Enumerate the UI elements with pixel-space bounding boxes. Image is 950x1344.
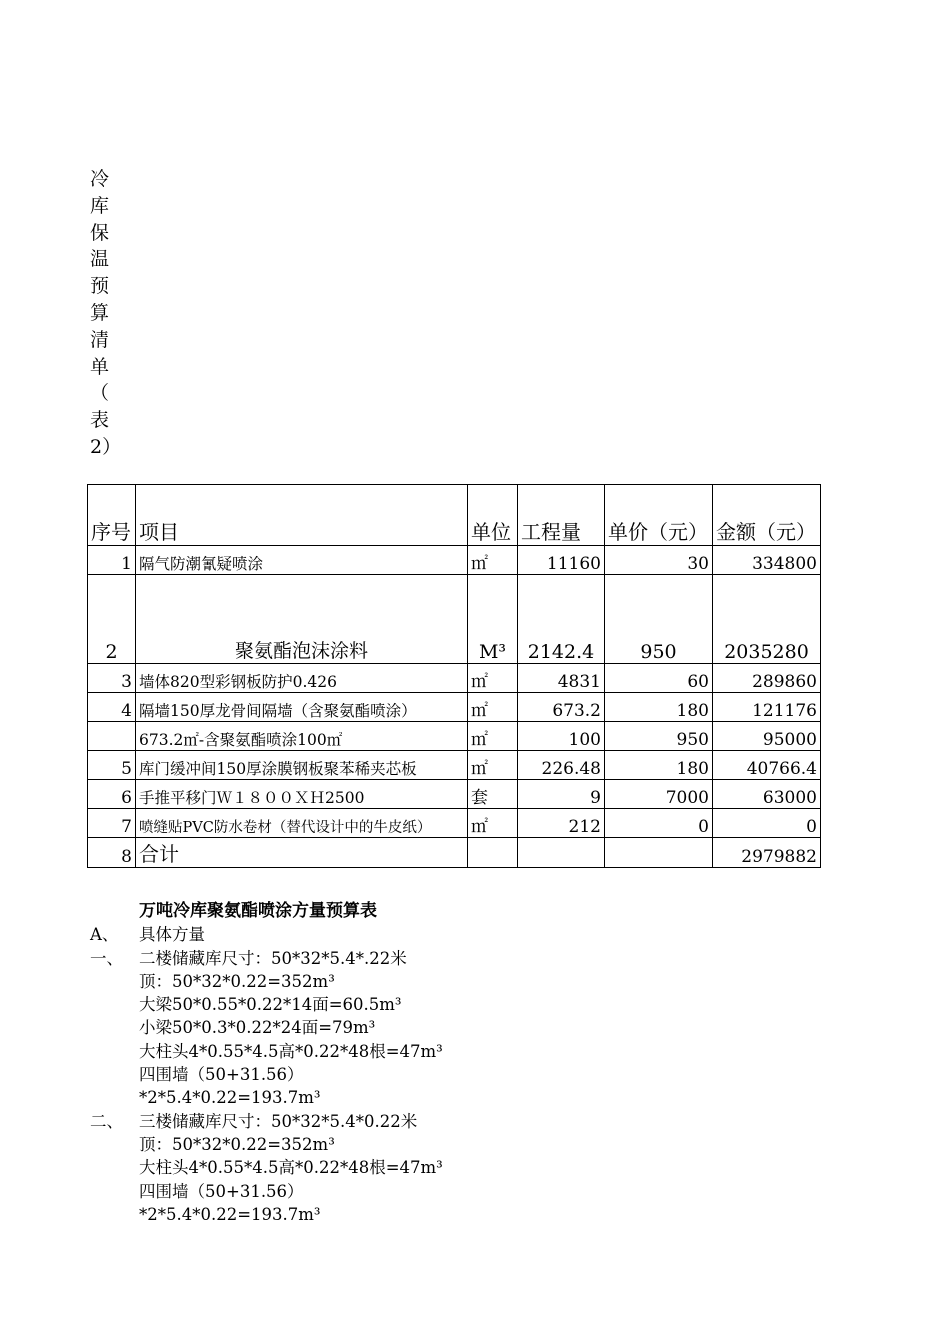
note-marker: A、 bbox=[90, 925, 119, 945]
title-char: 冷 bbox=[90, 168, 110, 190]
total-label: 合计 bbox=[136, 838, 468, 868]
row-unit: ㎡ bbox=[468, 722, 518, 751]
row-amount: 95000 bbox=[713, 722, 821, 751]
row-item: 673.2㎡-含聚氨酯喷涂100㎡ bbox=[136, 722, 468, 751]
note-line bbox=[0, 1016, 950, 1039]
note-line bbox=[0, 1086, 950, 1109]
row-unit: ㎡ bbox=[468, 693, 518, 722]
row-item: 隔气防潮氰疑喷涂 bbox=[136, 546, 468, 575]
row-amount: 121176 bbox=[713, 693, 821, 722]
row-no: 6 bbox=[88, 780, 136, 809]
row-price: 180 bbox=[605, 693, 713, 722]
note-marker: 二、 bbox=[90, 1111, 123, 1131]
note-line bbox=[0, 947, 950, 970]
title-char: 保 bbox=[90, 221, 110, 244]
row-price: 180 bbox=[605, 751, 713, 780]
row-item: 手推平移门Ｗ１８００ＸＨ2500 bbox=[136, 780, 468, 809]
note-marker: 一、 bbox=[90, 948, 123, 968]
row-unit: 套 bbox=[468, 780, 518, 809]
row-item: 喷缝贴PVC防水卷材（替代设计中的牛皮纸） bbox=[136, 809, 468, 838]
header-no: 序号 bbox=[88, 485, 136, 546]
title-char: 2） bbox=[90, 435, 122, 458]
total-amount: 2979882 bbox=[713, 838, 821, 868]
row-qty: 2142.4 bbox=[518, 575, 605, 664]
row-item: 隔墙150厚龙骨间隔墙（含聚氨酯喷涂） bbox=[136, 693, 468, 722]
note-line bbox=[0, 923, 950, 946]
notes-heading-line bbox=[0, 900, 950, 923]
note-text: 大柱头4*0.55*4.5高*0.22*48根=47m³ bbox=[139, 1158, 443, 1178]
row-item: 墙体820型彩钢板防护0.426 bbox=[136, 664, 468, 693]
row-qty bbox=[518, 838, 605, 868]
header-unit: 单位 bbox=[468, 485, 518, 546]
table-row bbox=[88, 780, 821, 809]
note-text: *2*5.4*0.22=193.7m³ bbox=[139, 1204, 321, 1224]
row-no: 8 bbox=[88, 838, 136, 868]
table-total-row bbox=[88, 838, 821, 868]
row-price: 950 bbox=[605, 722, 713, 751]
row-no: 4 bbox=[88, 693, 136, 722]
row-qty: 11160 bbox=[518, 546, 605, 575]
row-no: 1 bbox=[88, 546, 136, 575]
note-line bbox=[0, 1110, 950, 1133]
header-item: 项目 bbox=[136, 485, 468, 546]
note-line bbox=[0, 993, 950, 1016]
row-unit: ㎡ bbox=[468, 751, 518, 780]
row-price: 7000 bbox=[605, 780, 713, 809]
note-text: 二楼储藏库尺寸：50*32*5.4*.22米 bbox=[139, 948, 407, 968]
header-qty: 工程量 bbox=[518, 485, 605, 546]
table-row bbox=[88, 693, 821, 722]
row-unit bbox=[468, 838, 518, 868]
table-title-vertical bbox=[90, 166, 122, 461]
row-amount: 2035280 bbox=[713, 575, 821, 664]
header-amount: 金额（元） bbox=[713, 485, 821, 546]
row-amount: 289860 bbox=[713, 664, 821, 693]
note-text: 三楼储藏库尺寸：50*32*5.4*0.22米 bbox=[139, 1111, 418, 1131]
note-text: 大梁50*0.55*0.22*14面=60.5m³ bbox=[139, 995, 402, 1015]
note-text: 四围墙（50+31.56） bbox=[139, 1065, 304, 1085]
title-char: （ bbox=[90, 382, 110, 405]
title-char: 预 bbox=[90, 275, 110, 298]
row-no bbox=[88, 722, 136, 751]
table-header-row bbox=[88, 485, 821, 546]
note-line bbox=[0, 1040, 950, 1063]
table-row bbox=[88, 751, 821, 780]
title-char: 温 bbox=[90, 248, 110, 271]
note-text: 四围墙（50+31.56） bbox=[139, 1181, 304, 1201]
row-qty: 4831 bbox=[518, 664, 605, 693]
note-text: 顶：50*32*0.22=352m³ bbox=[139, 1134, 335, 1154]
row-unit: ㎡ bbox=[468, 809, 518, 838]
row-unit: M³ bbox=[468, 575, 518, 664]
row-item: 库门缓冲间150厚涂膜钢板聚苯稀夹芯板 bbox=[136, 751, 468, 780]
header-price: 单价（元） bbox=[605, 485, 713, 546]
title-char: 表 bbox=[90, 409, 110, 432]
note-line bbox=[0, 1133, 950, 1156]
budget-table bbox=[87, 484, 821, 868]
row-no: 5 bbox=[88, 751, 136, 780]
row-price: 0 bbox=[605, 809, 713, 838]
row-unit: ㎡ bbox=[468, 546, 518, 575]
row-price: 30 bbox=[605, 546, 713, 575]
table-row bbox=[88, 575, 821, 664]
row-no: 3 bbox=[88, 664, 136, 693]
row-amount: 334800 bbox=[713, 546, 821, 575]
title-char: 库 bbox=[90, 194, 110, 217]
note-line bbox=[0, 1203, 950, 1226]
note-line bbox=[0, 970, 950, 993]
row-qty: 673.2 bbox=[518, 693, 605, 722]
row-qty: 100 bbox=[518, 722, 605, 751]
table-row bbox=[88, 809, 821, 838]
row-item: 聚氨酯泡沫涂料 bbox=[136, 575, 468, 664]
row-qty: 226.48 bbox=[518, 751, 605, 780]
note-text: 大柱头4*0.55*4.5高*0.22*48根=47m³ bbox=[139, 1041, 443, 1061]
row-no: 2 bbox=[88, 575, 136, 664]
row-qty: 212 bbox=[518, 809, 605, 838]
row-unit: ㎡ bbox=[468, 664, 518, 693]
note-line bbox=[0, 1156, 950, 1179]
title-char: 算 bbox=[90, 301, 110, 324]
note-text: *2*5.4*0.22=193.7m³ bbox=[139, 1088, 321, 1108]
table-row bbox=[88, 664, 821, 693]
note-line bbox=[0, 1180, 950, 1203]
row-price bbox=[605, 838, 713, 868]
table-row bbox=[88, 546, 821, 575]
notes-heading: 万吨冷库聚氨酯喷涂方量预算表 bbox=[139, 901, 377, 921]
row-no: 7 bbox=[88, 809, 136, 838]
note-line bbox=[0, 1063, 950, 1086]
note-text: 小梁50*0.3*0.22*24面=79m³ bbox=[139, 1018, 376, 1038]
row-amount: 63000 bbox=[713, 780, 821, 809]
row-amount: 40766.4 bbox=[713, 751, 821, 780]
title-char: 清 bbox=[90, 328, 110, 351]
calculation-notes bbox=[0, 900, 950, 1226]
row-price: 950 bbox=[605, 575, 713, 664]
row-price: 60 bbox=[605, 664, 713, 693]
title-char: 单 bbox=[90, 355, 110, 378]
table-row bbox=[88, 722, 821, 751]
note-text: 顶：50*32*0.22=352m³ bbox=[139, 971, 335, 991]
row-amount: 0 bbox=[713, 809, 821, 838]
row-qty: 9 bbox=[518, 780, 605, 809]
note-text: 具体方量 bbox=[139, 925, 205, 945]
